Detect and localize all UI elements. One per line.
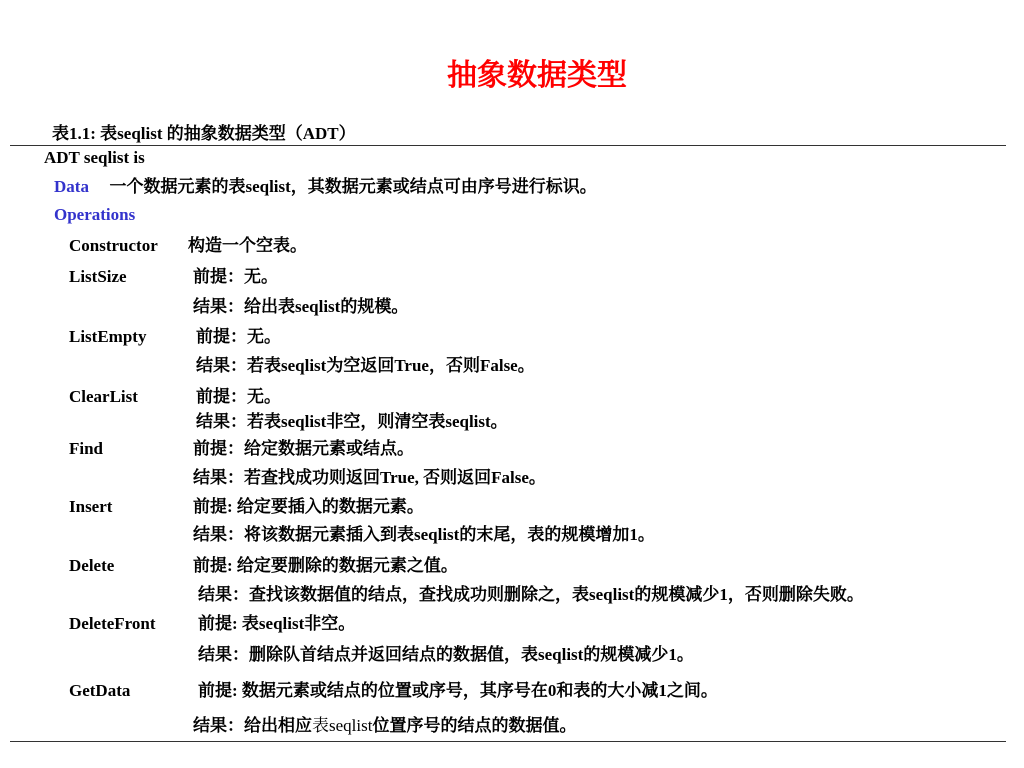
op-precondition: 前提：无。 [196,387,281,406]
bottom-divider [10,741,1006,742]
op-result-label: 结果：给出相应 [193,716,312,735]
op-result: 结果：给出表seqlist的规模。 [193,297,409,316]
op-precondition: 前提：给定数据元素或结点。 [193,439,414,458]
data-keyword: Data [54,177,89,196]
page-title: 抽象数据类型 [447,58,627,93]
op-result: 结果：将该数据元素插入到表seqlist的末尾，表的规模增加1。 [193,525,655,544]
constructor-name: Constructor [69,236,158,255]
op-precondition: 前提: 给定要插入的数据元素。 [193,497,424,516]
data-description: 一个数据元素的表seqlist，其数据元素或结点可由序号进行标识。 [109,177,597,196]
data-section [54,177,597,197]
operations-label: Operations [54,205,136,224]
op-result: 结果：若表seqlist为空返回True，否则False。 [196,356,535,375]
op-precondition: 前提: 数据元素或结点的位置或序号，其序号在0和表的大小减1之间。 [198,681,718,700]
op-precondition: 前提：无。 [193,267,278,286]
op-result: 结果：若表seqlist非空，则清空表seqlist。 [196,412,508,431]
top-divider [10,145,1006,146]
op-name: ListEmpty [69,327,147,346]
op-precondition: 前提：无。 [196,327,281,346]
op-name: Find [69,439,104,458]
op-result-plain: 表seqlist [312,716,373,735]
op-precondition: 前提: 表seqlist非空。 [198,614,356,633]
op-name: DeleteFront [69,614,156,633]
op-name: Delete [69,556,115,575]
op-name: ListSize [69,267,127,286]
op-result-rest: 位置序号的结点的数据值。 [372,716,577,735]
table-caption: 表1.1: 表seqlist 的抽象数据类型（ADT） [52,124,356,143]
adt-header: ADT seqlist is [44,148,145,167]
op-name: GetData [69,681,131,700]
op-result: 结果：删除队首结点并返回结点的数据值，表seqlist的规模减少1。 [198,645,694,664]
op-result: 结果：查找该数据值的结点，查找成功则删除之，表seqlist的规模减少1，否则删除失败。 [198,585,864,604]
op-precondition: 前提: 给定要删除的数据元素之值。 [193,556,458,575]
constructor-text: 构造一个空表。 [188,236,307,255]
op-name: ClearList [69,387,138,406]
op-name: Insert [69,497,113,516]
op-result: 结果：若查找成功则返回True, 否则返回False。 [193,468,546,487]
op-result [193,716,576,736]
